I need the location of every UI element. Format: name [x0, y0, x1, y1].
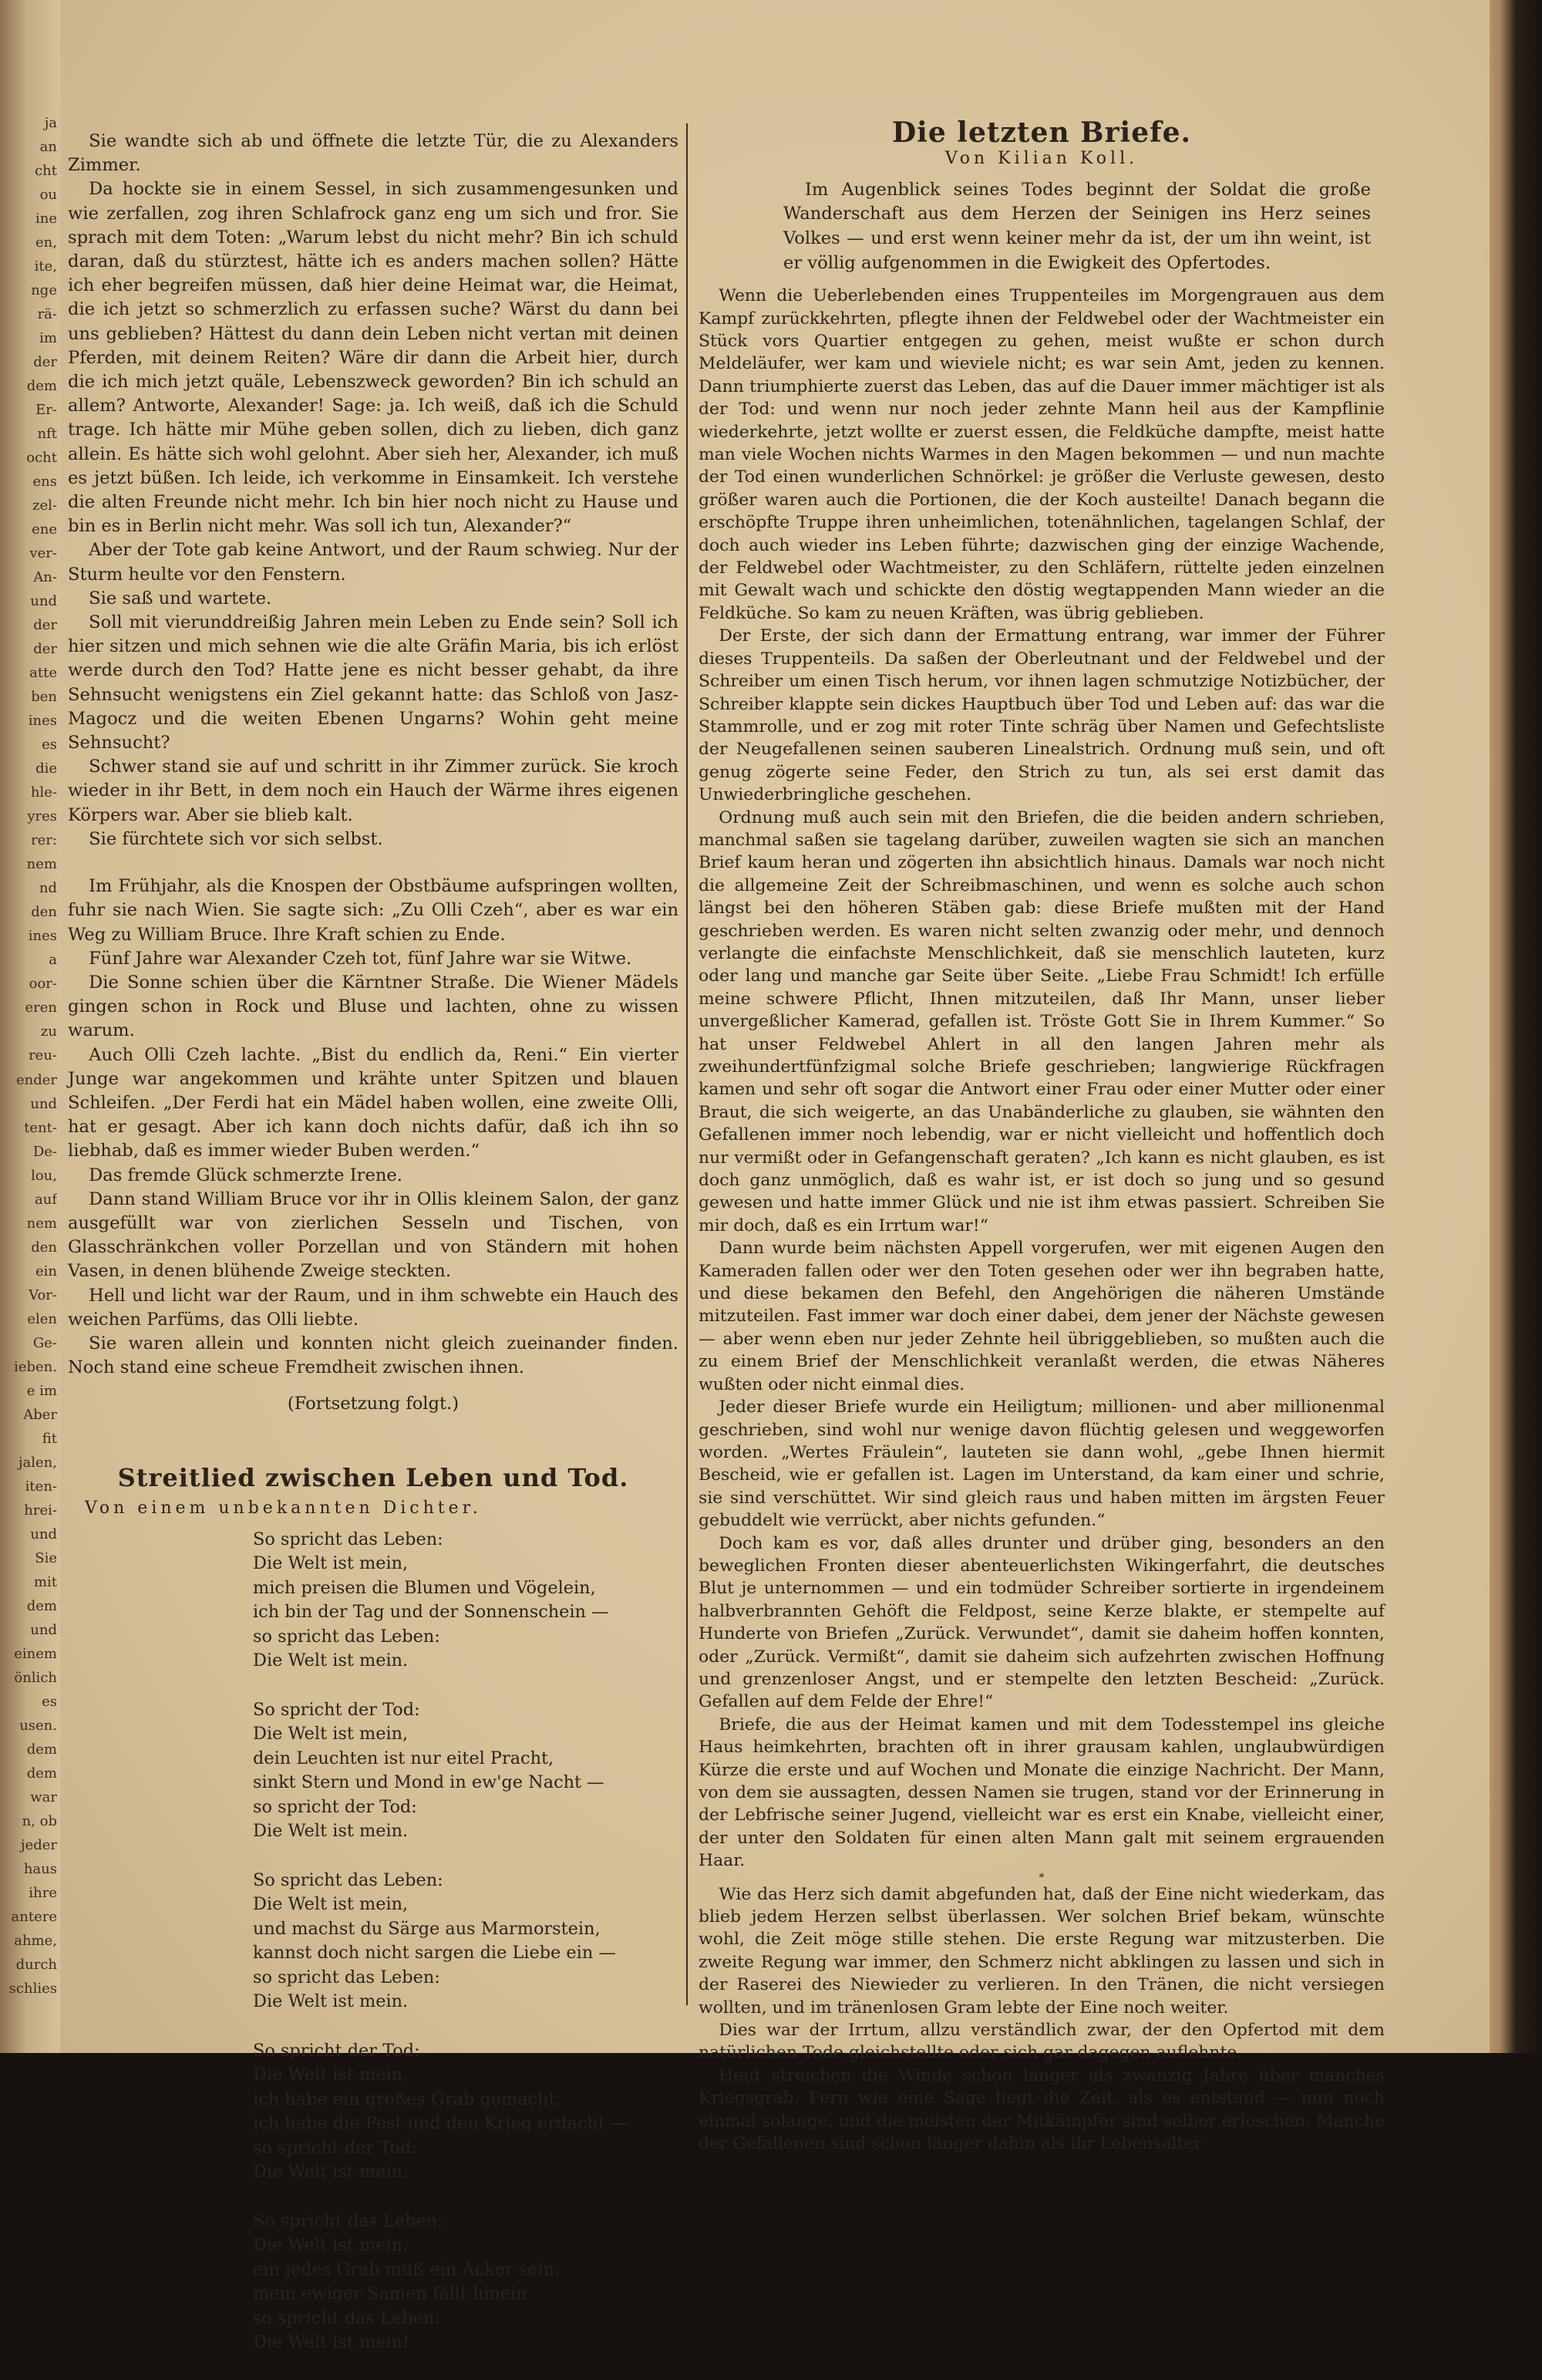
binding-strip — [0, 0, 60, 2053]
spine-fragment: n, ob — [22, 1814, 57, 1829]
spine-fragment: tent- — [24, 1121, 57, 1136]
spine-fragment: den — [31, 905, 57, 920]
poem-verse: so spricht das Leben: — [253, 1967, 440, 1987]
poem-verse: ein jedes Grab muß ein Acker sein, — [253, 2259, 561, 2280]
spine-fragment: und — [30, 1623, 57, 1638]
spine-fragment: ahme, — [14, 1933, 57, 1949]
spine-fragment: iten- — [25, 1479, 57, 1495]
novel-paragraph: Fünf Jahre war Alexander Czeh tot, fünf Jahre war sie Witwe. — [89, 948, 632, 969]
novel-paragraph: Hell und licht war der Raum, und in ihm schwebte ein Hauch des weichen Parfüms, das Olli liebte. — [68, 1285, 678, 1330]
spine-fragment: auf — [35, 1192, 57, 1208]
spine-fragment: nft — [37, 426, 57, 442]
spine-fragment: war — [30, 1790, 57, 1805]
spine-fragment: einem — [14, 1647, 57, 1662]
article-paragraph: Heut streichen die Winde schon länger als zwanzig Jahre über manches Kriegsgrab. Fern wie eine Sage liegt die Zeit, als es entstand — nun noch einmal solange, und die meisten der Mitkämpfer sind selber erloschen. Manche der Gefallenen sind schon länger dahin als ihr Lebensalter — [699, 2065, 1385, 2154]
spine-fragment: jeder — [20, 1838, 57, 1853]
spine-fragment: durch — [15, 1957, 57, 1973]
spine-fragment: nd — [39, 881, 57, 896]
poem-stanza — [253, 1528, 678, 1674]
novel-paragraph: Das fremde Glück schmerzte Irene. — [89, 1165, 402, 1185]
spine-fragment: usen. — [19, 1718, 57, 1734]
article-paragraph: Dann wurde beim nächsten Appell vorgerufen, wer mit eigenen Augen den Kameraden fallen oder wer den Toten gesehen oder wer ihn begraben hatte, und diese bekamen den Befehl, den Angehörigen die näheren Umstände mitzuteilen. Fast immer war doch einer dabei, dem jener der Nächste gewesen — aber wenn eben nur jeder Zehnte heil übriggeblieben, so mußten auch die zu einem Brief der Menschlichkeit veranlaßt werden, die etwas Näheres wußten oder nicht einmal dies. — [699, 1239, 1385, 1394]
spine-fragment: rä- — [37, 307, 57, 322]
spine-fragment: dem — [26, 1742, 57, 1758]
spine-fragment: An- — [33, 570, 57, 585]
poem-verse: kannst doch nicht sargen die Liebe ein — — [253, 1943, 616, 1964]
spine-fragment: atte — [29, 666, 57, 681]
spine-fragment: ine — [35, 211, 57, 227]
page-edge — [1490, 0, 1542, 2053]
paragraph-gap — [68, 851, 678, 875]
poem-stanza — [253, 2039, 678, 2185]
spine-fragment: a — [49, 952, 57, 968]
article-title: Die letzten Briefe. — [891, 116, 1192, 149]
spine-fragment: elen — [27, 1312, 57, 1327]
spine-fragment: ein — [35, 1264, 57, 1279]
spine-fragment: ieben. — [14, 1360, 57, 1375]
spine-fragment: ines — [28, 713, 57, 729]
section-separator: * — [1039, 1871, 1045, 1884]
spine-fragment: ite, — [34, 259, 57, 275]
spine-fragment: jalen, — [18, 1455, 57, 1471]
poem-verse: ich habe ein großes Grab gemacht, — [253, 2088, 561, 2109]
spine-fragment: haus — [23, 1862, 57, 1877]
article-lead: Im Augenblick seines Todes beginnt der Soldat die große Wanderschaft aus dem Herzen der Seinigen ins Herz seines Volkes — und erst wenn keiner mehr da ist, der um ihn weint, ist er völlig aufgenommen in die Ewigkeit des Opfertodes. — [783, 179, 1371, 273]
spine-fragment: Ge- — [32, 1336, 57, 1351]
novel-paragraph: Soll mit vierunddreißig Jahren mein Leben zu Ende sein? Soll ich hier sitzen und mich sehnen wie die alte Gräfin Maria, bis ich erlöst werde durch den Tod? Hatte jene es nicht besser gehabt, da ihre Sehnsucht wenigstens ein Ziel gekannt hatte: das Schloß von Jasz-Magocz und die weiten Ebenen Ungarns? Wohin geht meine Sehnsucht? — [68, 612, 678, 753]
spine-fragment: fit — [42, 1431, 57, 1447]
spine-fragment: reu- — [29, 1048, 57, 1064]
article-paragraph: Dies war der Irrtum, allzu verständlich zwar, der den Opfertod mit dem natürlichen Tode gleichstellte oder sich gar dagegen auflehnte. — [699, 2021, 1385, 2063]
spine-fragment: Vor- — [29, 1288, 57, 1303]
spine-fragment: e im — [26, 1384, 57, 1399]
poem-verse: So spricht das Leben: — [253, 1529, 443, 1549]
newspaper-page — [60, 0, 1490, 2353]
right-column — [699, 116, 1385, 2156]
poem-verse: ich bin der Tag und der Sonnenschein — — [253, 1602, 609, 1623]
article-paragraph: Der Erste, der sich dann der Ermattung entrang, war immer der Führer dieses Truppenteils. Da saßen der Oberleutnant und der Feldwebel und der Schreiber um einen Tisch herum, vor ihnen lagen schmutzige Notizbücher, der Schreiber klappte sein dickes Hauptbuch über Tod und Leben auf: das war die Stammrolle, und er zog mit roter Tinte schräg über Namen und Gefechtsliste der Neugefallenen seinen sauberen Linealstrich. Ordnung muß sein, und oft genug zögerte seine Feder, den Strich zu tun, als sei erst damit das Unwiederbringliche geschehen. — [699, 626, 1385, 805]
poem-stanza — [253, 1869, 678, 2014]
left-column — [68, 130, 678, 2380]
spine-fragment: dem — [26, 1766, 57, 1782]
poem-verse: dein Leuchten ist nur eitel Pracht, — [253, 1748, 554, 1768]
poem-verse: So spricht der Tod: — [253, 1699, 420, 1720]
novel-paragraph: Sie fürchtete sich vor sich selbst. — [89, 828, 383, 849]
poem-verse: Die Welt ist mein. — [253, 2162, 409, 2183]
spine-fragment: nge — [31, 283, 57, 298]
spine-fragment: und — [30, 1527, 57, 1542]
article-paragraph: Wenn die Ueberlebenden eines Truppenteiles im Morgengrauen aus dem Kampf zurückkehrten, pflegte ihnen der Feldwebel oder der Wachtmeister ein Stück vors Quartier entgegen zu gehen, meist wußte er schon durch Meldeläufer, wer kam und wieviele nicht; es war sein Amt, jeden zu kennen. Dann triumphierte zuerst das Leben, das auf die Dauer immer mächtiger ist als der Tod: und wenn nur noch jeder zehnte Mann heil aus der Kampflinie wiederkehrte, jetzt wollte er zuerst essen, die Feldküche dampfte, meist hatte man viele Wochen nichts Warmes in den Magen bekommen — und nun machte der Tod einen wunderlichen Schnörkel: je größer die Verluste gewesen, desto größer waren auch die Portionen, die der Koch austeilte! Danach begann die erschöpfte Truppe ihren unheimlichen, totenähnlichen, tagelangen Schlaf, der doch auch wieder ins Leben führte; dazwischen ging der einzige Wachende, der Feldwebel oder Wachtmeister, zu den Schläfern, rüttelte jeden einzelnen mit Gewalt wach und schickte den döstig wegtappenden Mann wieder an die Feldküche. So kam zu neuen Kräften, was übrig geblieben. — [699, 286, 1385, 623]
poem-verse: Die Welt ist mein. — [253, 1991, 409, 2012]
spine-fragment: lou, — [31, 1168, 57, 1184]
spine-fragment: im — [39, 331, 57, 346]
poem-verse: Die Welt ist mein, — [253, 2235, 409, 2256]
spine-fragment: nem — [26, 857, 57, 872]
column-divider — [686, 123, 688, 2005]
spine-fragment: ou — [39, 187, 57, 203]
spine-fragment: önlich — [14, 1670, 57, 1686]
poem-verse: mich preisen die Blumen und Vögelein, — [253, 1577, 596, 1598]
novel-paragraph: Dann stand William Bruce vor ihr in Ollis kleinem Salon, der ganz ausgefüllt war von zierlichen Sesseln und Tischen, von Glasschränkchen voller Porzellan und von Ständern mit hohen Vasen, in denen blühende Zweige steckten. — [68, 1188, 678, 1282]
article-paragraph: Briefe, die aus der Heimat kamen und mit dem Todesstempel ins gleiche Haus heimkehrten, brachten oft in ihrer grausam kahlen, unglaubwürdigen Kürze die erste und auf Wochen und Monate die einzige Nachricht. Der Mann, von dem sie aussagten, dessen Namen sie trugen, stand vor der Erinnerung in der Lebfrische seiner Jugend, vielleicht war es erst ein Knabe, vielleicht einer, der unter den Soldaten für einen alten Mann galt mit seinem ergrauenden Haar. — [699, 1714, 1385, 1871]
spine-fragment: cht — [35, 163, 57, 179]
spine-fragment: zu — [40, 1024, 57, 1040]
spine-fragment: nem — [26, 1216, 57, 1232]
poem-verse: so spricht das Leben: — [253, 1626, 440, 1647]
poem-verse: so spricht der Tod: — [253, 2137, 417, 2158]
spine-fragment: De- — [32, 1144, 57, 1160]
spine-fragment: und — [30, 594, 57, 609]
spine-fragment: an — [39, 140, 57, 155]
spine-fragment: ines — [28, 929, 57, 944]
poem-verse: mein ewiger Samen fällt hinein — [253, 2284, 527, 2304]
novel-continuation — [68, 130, 678, 1417]
novel-paragraph: Sie wandte sich ab und öffnete die letzte Tür, die zu Alexanders Zimmer. — [68, 131, 678, 176]
article-paragraph: Ordnung muß auch sein mit den Briefen, die die beiden andern schrieben, manchmal saßen sie tagelang darüber, zuweilen wagten sie sich an manchen Brief kaum heran und zögerten ihn absichtlich hinaus. Damals war noch nicht die allgemeine Zeit der Schreibmaschinen, und wenn es solche auch schon längst bei den höheren Stäben gab: diese Briefe mußten mit der Hand geschrieben werden. Es waren nicht selten zwanzig oder mehr, und dennoch verlangte die einfachste Menschlichkeit, daß sie menschlich lauteten, kurz oder lang und manche gar Seite über Seite. „Liebe Frau Schmidt! Ich erfülle meine schwere Pflicht, Ihnen mitzuteilen, daß Ihr Mann, unser lieber unvergeßlicher Kamerad, gefallen ist. Tröste Gott Sie in Ihrem Kummer.“ So hat unser Feldwebel Ahlert in all den langen Jahren mehr als zweihundertfünfzigmal solche Briefe geschrieben; langwierige Rückfragen kamen und sehr oft sogar die Antwort einer Frau oder einer Mutter oder einer Braut, die sich weigerte, an das Unabänderliche zu glauben, sie wähnten den Gefallenen immer noch lebendig, war er nicht vielleicht und hoffentlich doch nur vermißt oder in Gefangenschaft geraten? „Ich kann es nicht glauben, es ist doch ganz unmöglich, daß es wahr ist, er ist doch so jung und so gesund gewesen und hatte immer Glück und nie ist ihm etwas passiert. Schreiben Sie mir doch, daß es ein Irrtum war!“ — [699, 807, 1385, 1236]
novel-paragraph: Sie waren allein und konnten nicht gleich zueinander finden. Noch stand eine scheue Fremdheit zwischen ihnen. — [68, 1333, 678, 1378]
spine-fragment: hle- — [30, 785, 57, 801]
spine-fragment: den — [31, 1240, 57, 1256]
poem-verse: so spricht der Tod: — [253, 1796, 417, 1817]
article-paragraph: Wie das Herz sich damit abgefunden hat, daß der Eine nicht wiederkam, das blieb jedem Herzen selbst überlassen. Wer solchen Brief bekam, wünschte wohl, die Zeit möge stille stehen. Die erste Regung war mitzusterben. Die zweite Regung war immer, den Schmerz nicht abklingen zu lassen und sich in der Raserei des Niewieder zu verlieren. In den Tränen, die nicht versiegen wollten, und im tränenlosen Gram lebte der Eine noch weiter. — [699, 1884, 1385, 2018]
poem-stanza — [253, 2210, 678, 2355]
spine-fragment: ocht — [26, 450, 57, 466]
spine-fragment: es — [42, 737, 57, 753]
poem-verse: ich habe die Pest und den Krieg erdacht — — [253, 2113, 628, 2134]
poem — [68, 1462, 678, 2355]
spine-fragment: mit — [33, 1575, 57, 1590]
spine-fragment: hrei- — [24, 1503, 57, 1519]
spine-fragment: en, — [35, 235, 57, 251]
spine-fragment: ja — [44, 116, 57, 131]
novel-paragraph: Schwer stand sie auf und schritt in ihr Zimmer zurück. Sie kroch wieder in ihr Bett, in dem noch ein Hauch der Wärme ihres eigenen Körpers war. Aber sie blieb kalt. — [68, 757, 678, 825]
poem-verse: Die Welt ist mein, — [253, 1553, 409, 1574]
poem-author: Von einem unbekannten Dichter. — [85, 1498, 482, 1518]
poem-body — [253, 1528, 678, 2355]
novel-paragraph: Im Frühjahr, als die Knospen der Obstbäume aufspringen wollten, fuhr sie nach Wien. Sie sagte sich: „Zu Olli Czeh“, aber es war ein Weg zu William Bruce. Ihre Kraft schien zu Ende. — [68, 876, 678, 945]
poem-verse: So spricht der Tod: — [253, 2040, 420, 2061]
poem-verse: So spricht das Leben: — [253, 1869, 443, 1890]
spine-fragment: ben — [31, 689, 57, 705]
novel-paragraph: Auch Olli Czeh lachte. „Bist du endlich da, Reni.“ Ein vierter Junge war angekommen und krähte unter Spitzen und blauen Schleifen. „Der Ferdi hat ein Mädel haben wollen, eine zweite Olli, hat er gesagt. Aber ich kann doch nichts dafür, daß ich ihn so liebhab, daß es immer wieder Buben werden.“ — [68, 1044, 678, 1161]
spine-fragment: Er- — [35, 403, 57, 418]
novel-paragraph: Da hockte sie in einem Sessel, in sich zusammengesunken und wie zerfallen, zog ihren Schlafrock ganz eng um sich und fror. Sie sprach mit dem Toten: „Warum lebst du nicht mehr? Bin ich schuld daran, daß du stürztest, hätte ich es anders machen sollen? Hätte ich eher begreifen müssen, daß hier deine Heimat war, die Heimat, die ich jetzt so schmerzlich zu erfassen suche? Wärst du dann bei uns geblieben? Hättest du dann dein Leben nicht vertan mit deinen Pferden, mit deinem Reiten? Wäre dir dann die Arbeit hier, durch die ich mich jetzt quäle, Lebenszweck geworden? Bin ich schuld an allem? Antworte, Alexander! Sage: ja. Ich weiß, daß ich die Schuld trage. Ich hätte mir Mühe geben sollen, dich zu lieben, dich ganz allein. Es hätte sich wohl gelohnt. Aber sieh her, Alexander, ich muß es jetzt büßen. Ich leide, ich verkomme in Einsamkeit. Ich verstehe die alten Freunde nicht mehr. Ich bin hier noch nicht zu Hause und bin es in Berlin nicht mehr. Was soll ich tun, Alexander?“ — [68, 179, 678, 537]
poem-verse: Die Welt ist mein. — [253, 1650, 409, 1671]
spine-fragment: rer: — [31, 833, 57, 848]
spine-fragment: ihre — [29, 1886, 57, 1901]
spine-fragment: der — [33, 642, 57, 657]
spine-fragment: schlies — [8, 1981, 57, 1997]
spine-fragment: dem — [26, 379, 57, 394]
article-paragraph: Jeder dieser Briefe wurde ein Heiligtum; millionen- und aber millionenmal geschrieben, sind wohl nur wenige davon flüchtig gelesen und weggeworfen worden. „Wertes Fräulein“, lauteten sie dann wohl, „gebe Ihnen hiermit Bescheid, wie er gefallen ist. Lagen im Unterstand, da kam einer und schrie, sie sind verschüttet. Wir sind gleich raus und haben mitten im ärgsten Feuer gebuddelt wie verrückt, aber nichts gefunden.“ — [699, 1397, 1385, 1531]
spine-fragment: ene — [32, 522, 57, 538]
spine-fragment: ver- — [29, 546, 57, 561]
poem-verse: Die Welt ist mein, — [253, 1894, 409, 1915]
spine-fragment: und — [30, 1097, 57, 1112]
article-paragraph: Doch kam es vor, daß alles drunter und drüber ging, besonders an den beweglichen Fronten dieser abenteuerlichsten Wikingerfahrt, die deutsches Blut je unternommen — und ein todmüder Schreiber sortierte in irgendeinem halbverbrannten Gehöft die Feldpost, seine Kerze blakte, er stempelte auf Hunderte von Briefen „Zurück. Verwundet“, damit sie daheim hoffen konnten, oder „Zurück. Vermißt“, damit sie daheim sich aufzehrten zwischen Hoffnung und grenzenloser Angst, und er stempelte den letzten Bescheid: „Zurück. Gefallen auf dem Felde der Ehre!“ — [699, 1533, 1385, 1712]
poem-verse: sinkt Stern und Mond in ew'ge Nacht — — [253, 1772, 604, 1793]
poem-verse: Die Welt ist mein, — [253, 2065, 409, 2085]
poem-stanza — [253, 1698, 678, 1844]
spine-fragment: es — [42, 1694, 57, 1710]
poem-verse: so spricht das Leben: — [253, 2308, 440, 2328]
article-author: Von Kilian Koll. — [944, 149, 1139, 169]
spine-fragment: die — [35, 761, 57, 777]
poem-verse: Die Welt ist mein. — [253, 1821, 409, 1842]
spine-fragment: antere — [11, 1910, 57, 1925]
spine-fragment: der — [33, 355, 57, 370]
poem-verse: So spricht das Leben: — [253, 2210, 443, 2231]
poem-verse: Die Welt ist mein, — [253, 1724, 409, 1745]
spine-fragment: dem — [26, 1599, 57, 1614]
novel-paragraph: Sie saß und wartete. — [89, 588, 272, 608]
spine-fragment: der — [33, 618, 57, 633]
novel-paragraph: Aber der Tote gab keine Antwort, und der Raum schwieg. Nur der Sturm heulte vor den Fenstern. — [68, 540, 678, 585]
spine-fragment: yres — [27, 809, 57, 824]
novel-paragraph: Die Sonne schien über die Kärntner Straße. Die Wiener Mädels gingen schon in Rock und Bluse und lachten, ohne zu wissen warum. — [68, 972, 678, 1041]
spine-fragment: ens — [32, 474, 57, 490]
spine-fragment: zel- — [32, 498, 57, 514]
spine-fragment: eren — [25, 1000, 57, 1016]
poem-verse: und machst du Särge aus Marmorstein, — [253, 1918, 601, 1939]
spine-fragment: Sie — [35, 1551, 57, 1566]
spine-fragment: ender — [15, 1073, 57, 1088]
spine-fragment: oor- — [29, 976, 57, 992]
poem-verse: Die Welt ist mein! — [253, 2332, 410, 2353]
spine-fragment: Aber — [23, 1407, 57, 1423]
continuation-note: (Fortsetzung folgt.) — [287, 1394, 460, 1414]
poem-title: Streitlied zwischen Leben und Tod. — [117, 1462, 629, 1492]
